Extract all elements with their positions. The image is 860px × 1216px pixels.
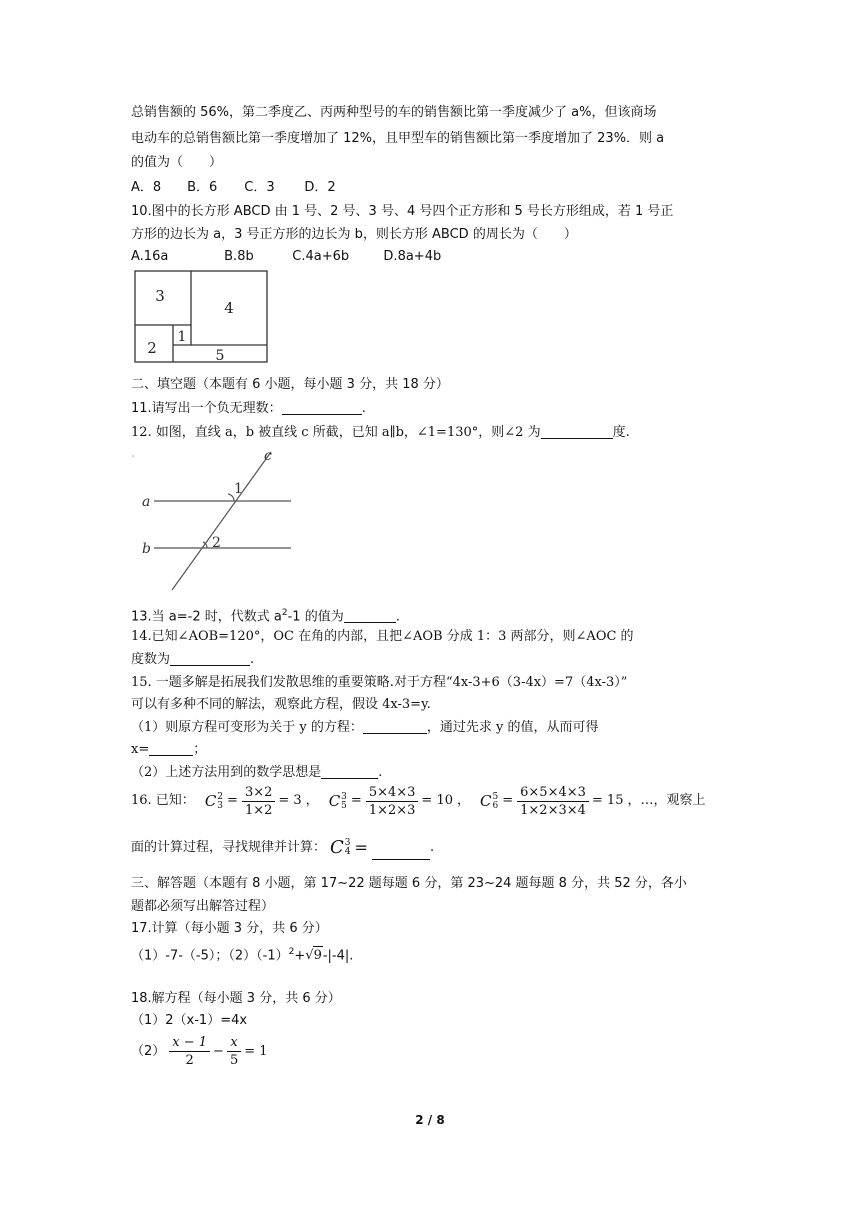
q16-result-3: = 15 [591, 793, 624, 808]
q11 [131, 400, 366, 418]
q14-line1: 14.已知∠AOB=120°，OC 在角的内部，且把∠AOB 分成 1：3 两部分，则∠AOC 的 [131, 629, 634, 644]
q10-label-5: 5 [215, 348, 225, 364]
section3-heading-line2: 题都必须写出解答过程） [131, 899, 275, 914]
q14-suffix: . [250, 652, 255, 667]
q13-exponent: 2 [281, 608, 288, 618]
q13-middle: -1 的值为 [287, 609, 344, 625]
q12-label-angle2: 2 [212, 535, 221, 551]
q15-line1: 15. 一题多解是拓展我们发散思维的重要策略.对于方程“4x-3+6（3-4x）=7（4x-3）” [131, 675, 628, 690]
q15-part1 [131, 719, 599, 737]
q17-sqrt: √9 [305, 948, 322, 964]
q13-prompt: 13.当 a=-2 时，代数式 a [131, 609, 282, 625]
q16-combination-3: C 5 6 [480, 792, 499, 811]
q10-options [131, 248, 441, 266]
q15-part2-suffix: . [378, 765, 383, 780]
q10-line1: 10.图中的长方形 ABCD 由 1 号、2 号、3 号、4 号四个正方形和 5 号长方形组成，若 1 号正 [131, 204, 674, 219]
q16-prompt: 16. 已知： [131, 793, 195, 808]
q18-part2-label: （2） [131, 1043, 166, 1059]
q10-label-1: 1 [177, 329, 187, 345]
q16-result-2: = 10 [421, 793, 453, 808]
page-number: 2 / 8 [415, 1113, 445, 1127]
q16-line2: 面的计算过程，寻找规律并计算： C 3 4 = . [131, 832, 434, 864]
q12 [131, 424, 630, 442]
q15-x-suffix: ； [193, 742, 207, 757]
q18-minus: − [213, 1043, 224, 1059]
q9-option-b: B．6 [187, 180, 218, 195]
q9-option-c: C．3 [244, 180, 275, 195]
q10-option-d: D.8a+4b [383, 249, 442, 264]
q15-line2: 可以有多种不同的解法，观察此方程，假设 4x-3=y. [131, 697, 431, 712]
q16-combination-1: C 2 3 [204, 792, 224, 811]
q16-fraction-1: $\frac{3\times 2}{1\times 2}$ [242, 784, 275, 819]
q17-parts: （1）-7-（-5）；（2）（-1） [131, 948, 289, 964]
q12-suffix: 度. [612, 425, 630, 440]
q10-option-c: C.4a+6b [292, 249, 350, 264]
q18-part1: （1）2（x-1）=4x [131, 1013, 248, 1028]
q12-parallel-lines-figure [128, 446, 303, 594]
q9-line3: 的值为（ ） [131, 155, 223, 170]
q13-answer-blank[interactable] [344, 608, 396, 623]
q12-prompt: 12. 如图，直线 a，b 被直线 c 所截，已知 a∥b，∠1=130°，则∠2 为 [131, 425, 541, 440]
q10-option-b: B.8b [224, 249, 254, 264]
q10-rectangle-figure [130, 267, 272, 367]
q18-title: 18.解方程（每小题 3 分，共 6 分） [131, 991, 341, 1006]
q10-label-2: 2 [147, 339, 157, 357]
q9-line1: 总销售额的 56%，第二季度乙、丙两种型号的车的销售额比第一季度减少了 a%，但该商场 [131, 105, 657, 120]
q16-line1: 16. 已知： C 2 3 = $\frac{3\times 2}{1\times 2}$ = 3 ， C 3 5 = $\frac{5\times 4\times 3}{1\times 2\times 3}$ = 10 ， C 5 6 = $\frac{6\times 5\times 4\times 3}{1\times 2\times 3\times 4}$ = 15 ，…，观察上 [131, 781, 706, 821]
q15-part2-prompt: （2）上述方法用到的数学思想是 [131, 765, 322, 780]
q16-line2-prompt: 面的计算过程，寻找规律并计算： [131, 840, 327, 855]
section3-heading-line1: 三、解答题（本题有 8 小题，第 17~22 题每题 6 分，第 23~24 题每题 8 分，共 52 分，各小 [131, 876, 687, 891]
q17-tail: -|-4|. [322, 948, 354, 964]
q15-part1-continued: ，通过先求 y 的值，从而可得 [426, 720, 599, 735]
q16-result-1: = 3 [278, 793, 302, 808]
q10-option-a: A.16a [131, 249, 169, 264]
q9-option-d: D．2 [304, 180, 336, 195]
q15-part2 [131, 764, 382, 782]
q18-rhs: = 1 [244, 1043, 268, 1059]
q17-sqrt-argument: 9 [313, 948, 322, 964]
q16-ellipsis: ，…，观察上 [627, 793, 706, 808]
q14-line2 [131, 651, 254, 669]
q13-suffix: . [395, 609, 400, 625]
q10-line2: 方形的边长为 a，3 号正方形的边长为 b，则长方形 ABCD 的周长为（ ） [131, 227, 577, 242]
q17-exponent: 2 [288, 947, 295, 957]
q15-x-label: x= [131, 742, 150, 757]
section2-heading: 二、填空题（本题有 6 小题，每小题 3 分，共 18 分） [131, 377, 449, 392]
q14-answer-blank[interactable] [170, 651, 250, 666]
q12-answer-blank[interactable] [541, 424, 613, 439]
q15-part1-blank[interactable] [363, 719, 427, 734]
q16-fraction-2: $\frac{5\times 4\times 3}{1\times 2\times 3}$ [366, 784, 419, 819]
q9-options [131, 179, 336, 197]
q17-plus: + [294, 948, 306, 964]
q16-combination-2: C 3 5 [328, 792, 347, 811]
q12-label-b: b [142, 541, 151, 557]
q9-option-a: A．8 [131, 180, 162, 195]
q17-title: 17.计算（每小题 3 分，共 6 分） [131, 921, 328, 936]
q12-label-a: a [142, 494, 151, 510]
q15-part1-prompt: （1）则原方程可变形为关于 y 的方程： [131, 720, 363, 735]
q12-label-angle1: 1 [234, 481, 243, 497]
q12-label-c: c [264, 448, 272, 464]
q15-part1-line2 [131, 741, 206, 759]
q13 [131, 604, 400, 626]
q16-fraction-3: $\frac{6\times 5\times 4\times 3}{1\times 2\times 3\times 4}$ [517, 784, 589, 819]
q14-line2-prompt: 度数为 [131, 652, 171, 667]
q16-answer-blank[interactable] [372, 845, 430, 860]
q16-target-combination: C 3 4 [330, 837, 351, 858]
q9-line2: 电动车的总销售额比第一季度增加了 12%，且甲型车的销售额比第一季度增加了 23%．则 a [131, 131, 665, 146]
q16-suffix: . [429, 840, 435, 855]
q17-expression [131, 943, 353, 965]
q11-prompt: 11.请写出一个负无理数： [131, 401, 282, 416]
q15-x-blank[interactable] [149, 741, 193, 756]
q11-answer-blank[interactable] [282, 400, 362, 415]
q10-label-3: 3 [155, 287, 165, 305]
q18-fraction-2: $\frac{x}{5}$ [227, 1034, 241, 1069]
q11-suffix: . [361, 401, 366, 416]
q15-part2-blank[interactable] [321, 764, 378, 779]
q18-part2 [131, 1034, 268, 1069]
q18-fraction-1: $\frac{x - 1}{2}$ [169, 1034, 210, 1069]
q10-label-4: 4 [224, 299, 234, 317]
